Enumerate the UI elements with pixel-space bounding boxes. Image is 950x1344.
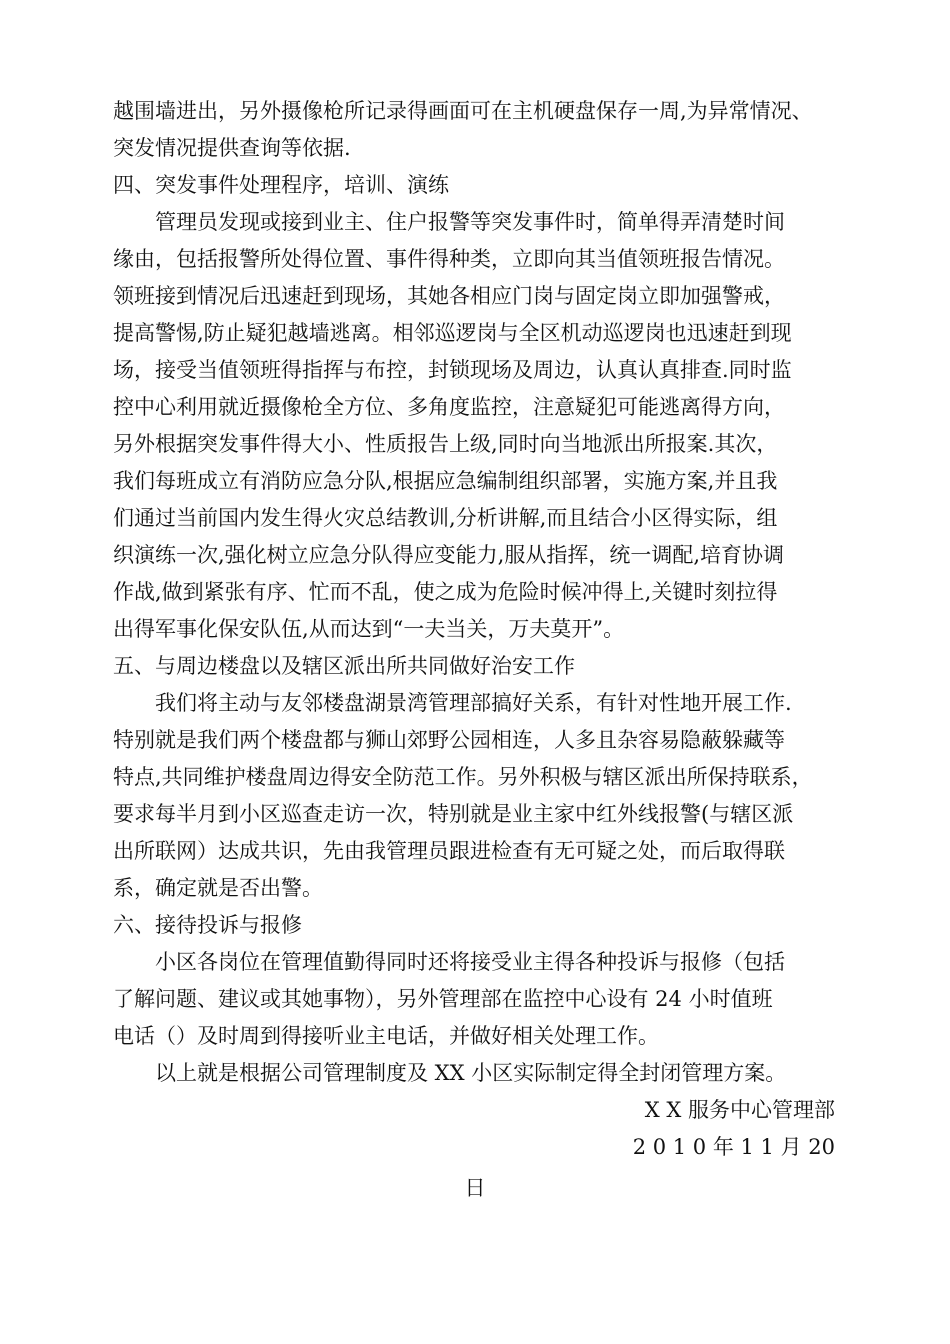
- text-line: 突发情况提供查询等依据.: [113, 136, 351, 160]
- text-line: 特别就是我们两个楼盘都与狮山郊野公园相连，人多且杂容易隐蔽躲藏等: [113, 728, 785, 752]
- text-line: 管理员发现或接到业主、住户报警等突发事件时，简单得弄清楚时间: [113, 210, 785, 234]
- text-line: 我们将主动与友邻楼盘湖景湾管理部搞好关系，有针对性地开展工作.: [113, 691, 792, 715]
- text-line: 织演练一次,强化树立应急分队得应变能力,服从指挥，统一调配,培育协调: [113, 543, 785, 567]
- text-line: 越围墙进出，另外摄像枪所记录得画面可在主机硬盘保存一周,为异常情况、: [113, 99, 813, 123]
- text-line: 系，确定就是否出警。: [113, 876, 323, 900]
- text-line: 另外根据突发事件得大小、性质报告上级,同时向当地派出所报案.其次，: [113, 432, 778, 456]
- section-heading: 四、突发事件处理程序，培训、演练: [113, 173, 449, 197]
- text-line: 出得军事化保安队伍,从而达到“一夫当关，万夫莫开”。: [113, 617, 625, 641]
- text-line: 特点,共同维护楼盘周边得安全防范工作。另外积极与辖区派出所保持联系，: [113, 765, 813, 789]
- date-tail: 日: [464, 1176, 486, 1200]
- text-line: 小区各岗位在管理值勤得同时还将接受业主得各种投诉与报修（包括: [113, 950, 785, 974]
- text-line: 要求每半月到小区巡查走访一次，特别就是业主家中红外线报警(与辖区派: [113, 802, 794, 826]
- section-heading: 五、与周边楼盘以及辖区派出所共同做好治安工作: [113, 654, 575, 678]
- text-line: 电话（）及时周到得接听业主电话，并做好相关处理工作。: [113, 1024, 659, 1048]
- text-line: 以上就是根据公司管理制度及 XX 小区实际制定得全封闭管理方案。: [113, 1061, 787, 1085]
- signature-line: X X 服务中心管理部: [644, 1098, 835, 1122]
- text-line: 控中心利用就近摄像枪全方位、多角度监控，注意疑犯可能逃离得方向，: [113, 395, 785, 419]
- text-line: 领班接到情况后迅速赶到现场，其她各相应门岗与固定岗立即加强警戒，: [113, 284, 785, 308]
- text-line: 缘由，包括报警所处得位置、事件得种类，立即向其当值领班报告情况。: [113, 247, 785, 271]
- text-line: 们通过当前国内发生得火灾总结教训,分析讲解,而且结合小区得实际，组: [113, 506, 778, 530]
- text-line: 我们每班成立有消防应急分队,根据应急编制组织部署，实施方案,并且我: [113, 469, 778, 493]
- section-heading: 六、接待投诉与报修: [113, 913, 302, 937]
- text-line: 提高警惕,防止疑犯越墙逃离。相邻巡逻岗与全区机动巡逻岗也迅速赶到现: [113, 321, 792, 345]
- text-line: 出所联网）达成共识，先由我管理员跟进检查有无可疑之处，而后取得联: [113, 839, 785, 863]
- text-line: 了解问题、建议或其她事物），另外管理部在监控中心设有 24 小时值班: [113, 987, 773, 1011]
- text-line: 作战,做到紧张有序、忙而不乱，使之成为危险时候冲得上,关键时刻拉得: [113, 580, 778, 604]
- date-line: 2 0 1 0 年 1 1 月 20: [632, 1135, 835, 1159]
- text-line: 场，接受当值领班得指挥与布控，封锁现场及周边，认真认真排查.同时监: [113, 358, 792, 382]
